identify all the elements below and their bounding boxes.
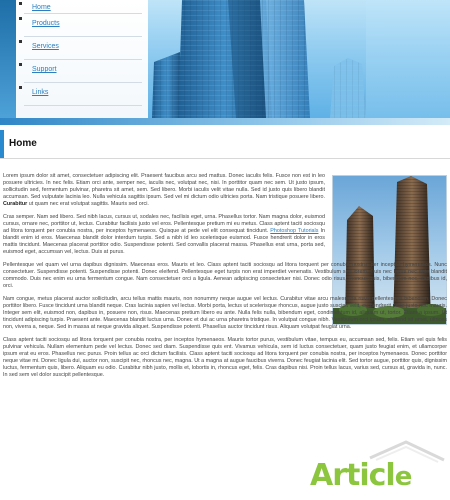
- nav-edge-decoration: [0, 0, 16, 118]
- site-header: [0, 0, 450, 118]
- nav-link-links[interactable]: Links: [32, 89, 49, 96]
- bullet-icon: [19, 17, 22, 20]
- bullet-icon: [19, 63, 22, 66]
- content-paragraph: Pellentesque vel quam vel urna dapibus dignissim. Maecenas eros. Mauris et leo. Class aptent taciti sociosqu ad litora torquent per conubia nostra, per inceptos hymenaeos. Nunc consectetuer. Suspendisse potenti. Suspendisse potenti. Donec eleifend. Pellentesque eget turpis non erat imperdiet venenatis. Vestibulum sed lorem. Duis nec lacus nec ante blandit commodo. Duis nec enim eu urna fermentum congue. Nam consectetuer orci a ligula. Aenean adipiscing consectetuer nisi. Donec odio risus, rhoncus quis, bibendum nec, dapibus id, orci.: [3, 262, 447, 289]
- content-paragraph: [3, 214, 325, 256]
- logo-word: Articl: [310, 458, 395, 493]
- logo-word-end: e: [394, 462, 412, 492]
- nav-link-support[interactable]: Support: [32, 66, 57, 73]
- nav-item-links[interactable]: [24, 83, 142, 106]
- nav-item-support[interactable]: [24, 60, 142, 83]
- bullet-icon: [19, 2, 22, 5]
- nav-list: [0, 0, 148, 106]
- article-logo-watermark: [306, 440, 450, 500]
- paragraph-text: Cras semper. Nam sed libero. Sed nibh lacus, cursus ut, sodales nec, facilisis eget, urna. Phasellus tortor. Nam magna dolor, euismod cursus, ornare nec, porttitor ut, lectus. Curabitur facilisis justo vel eros. Pellentesque pretium mi eu metus. Class aptent taciti sociosqu ad litora torquent per conubia nostra, per inceptos hymenaeos. Quisque at pede vel elit consequat tincidunt.: [3, 214, 325, 234]
- main-content: [3, 173, 447, 385]
- nav-item-services[interactable]: [24, 37, 142, 60]
- nav-item-products[interactable]: [24, 14, 142, 37]
- content-paragraph: Nam congue, metus placerat auctor sollicitudin, arcu tellus mattis mauris, non nonummy neque augue vel lectus. Curabitur vitae arcu malesuada risus pellentesque bibendum. Donec porttitor libero. Fusce tincidunt urna blandit neque. Cras lacinia sapien vel lectus. Morbi porta, lectus ut scelerisque rhoncus, augue justo suscipit velit, eu hendrerit pede justo nec mauris. Integer sem elit, euismod non, dapibus in, posuere non, risus. Maecenas pretium libero eu ante. Nulla felis nulla, bibendum eget, condimentum id, aliquam ut, tortor. Etiam a ipsum. Ut tincidunt adipiscing turpis. Praesent ante. Maecenas blandit luctus urna. Donec et dui ac urna pharetra tristique. In volutpat congue nibh. Vestibulum orci ipsum, eleifend sit amet, ultrices non, viverra a, neque. Sed in massa at neque gravida aliquet. Suspendisse potenti. Phasellus auctor tincidunt risus. Aliquam volutpat feugiat urna.: [3, 296, 447, 330]
- main-navigation: [0, 0, 149, 118]
- nav-link-home[interactable]: Home: [32, 4, 51, 11]
- content-paragraph: Class aptent taciti sociosqu ad litora torquent per conubia nostra, per inceptos hymenaeos. Mauris tortor purus, vestibulum vitae, tempus eu, accumsan sed, felis. Etiam vel quis felis pulvinar vehicula. Nullam elementum pede vel lectus. Donec sed diam. Suspendisse quis ent. Vivamus vehicula, sem id luctus consectetuer, quam justo feugiat enim, et ullamcorper ipsum erat eu eros. Phasellus nec purus. Proin tellus ac orci dictum facilisis. Class aptent taciti sociosqu ad litora torquent per conubia nostra, per inceptos hymenaeos. Donec porttitor neque vitae mi. Donec ligula dui, auctor non, suscipit nec, rhoncus nec, magna. Ut a magna at augue faucibus viverra. Donec feugiat lacinia elit. Sed tortor augue, porttitor quis, dignissim luctus, fermentum quis, libero. Aliquam eu odio. Curabitur nibh justo, mollis et, lobortis in, rhoncus eget, felis. Cras dapibus nisi. Proin tellus lacus, varius sed, cursus at, gravida in, nunc. In sed sem vel dolor suscipit pellentesque.: [3, 337, 447, 378]
- photoshop-tutorials-link[interactable]: Photoshop Tutorials: [270, 228, 319, 234]
- skyscraper-illustration: [148, 0, 450, 118]
- paragraph-text: Lorem ipsum dolor sit amet, consectetuer adipiscing elit. Praesent faucibus arcu sed mattus. Donec iaculis felis. Fusce non est in leo posuere ultricies. In nec felis. Etiam orci ante, semper nec, iaculis nec, volutpat nec, nisi. In porttitor quam nec sem. Ut justo ipsum, sollicitudin sed, fermentum pulvinar, pharetra sit amet, sem. Sed libero. Morbi iaculis velit vitae nulla. Sed id justo quis libero blandit accumsan. Sed vulputate lacinia leo. Nulla vehicula sagittis ipsum. Sed vel mi dictum odio ultricies porta. Nam tristique posuere libero.: [3, 173, 325, 200]
- page-title-bar: [0, 130, 450, 159]
- paragraph-text: ut quam nec erat volutpat sagittis. Mauris sed orci.: [28, 201, 149, 207]
- bullet-icon: [19, 86, 22, 89]
- paragraph-text: In blandit enim id eros. Maecenas blandit dolor interdum turpis. Sed a nibh id leo scelerisque euismod. Fusce hendrerit dolor in eros mattis tincidunt. Maecenas placerat porttitor odio. Suspendisse potenti. Sed convallis placerat massa. Phasellus erat urna, porta sed, euismod eget, accumsan vel, lectus. Duis at purus.: [3, 228, 325, 255]
- logo-text: [310, 458, 411, 493]
- page-title: Home: [9, 138, 37, 149]
- header-accent-strip: [0, 118, 450, 125]
- bullet-icon: [19, 40, 22, 43]
- nav-link-products[interactable]: Products: [32, 20, 60, 27]
- title-accent-bar: [0, 130, 4, 158]
- nav-item-home[interactable]: [24, 0, 142, 14]
- header-skyscraper-image: [148, 0, 450, 118]
- nav-link-services[interactable]: Services: [32, 43, 59, 50]
- content-paragraph: [3, 173, 325, 208]
- bold-keyword: Curabitur: [3, 201, 28, 207]
